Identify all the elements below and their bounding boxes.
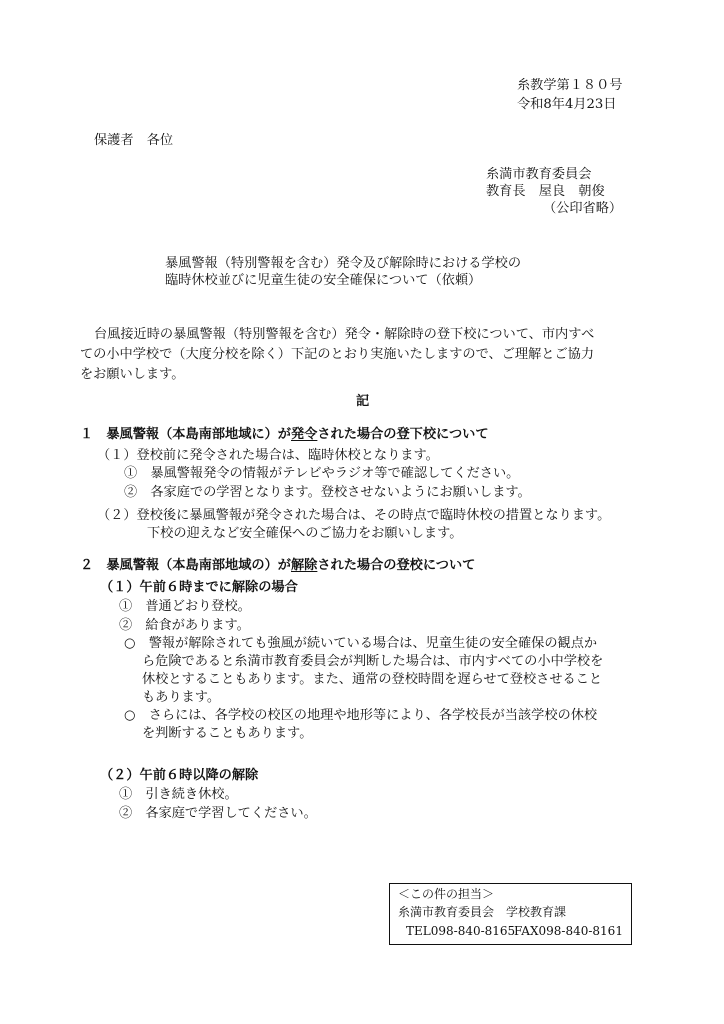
section2-note1-line2: ら危険であると糸満市教育委員会が判断した場合は、市内すべての小中学校を (142, 654, 604, 669)
section2-item1: （１）午前６時までに解除の場合 (100, 580, 298, 595)
section1-heading (80, 427, 489, 443)
section2-note1-line4: もあります。 (142, 690, 221, 705)
sender-org: 糸満市教育委員会 (486, 167, 592, 182)
section1-heading-emphasis: 発令 (291, 427, 318, 442)
section1-item2-line2: 下校の迎えなど安全確保へのご協力をお願いします。 (147, 526, 463, 541)
section2-note2-line2: を判断することもあります。 (142, 726, 313, 741)
ki-heading: 記 (356, 394, 370, 409)
seal-note: （公印省略） (543, 201, 623, 216)
section2-item2-sub2: ② 各家庭で学習してください。 (119, 806, 317, 821)
doc-title-line1: 暴風警報（特別警報を含む）発令及び解除時における学校の (165, 256, 522, 271)
section2-heading-post: された場合の登校について (317, 558, 476, 573)
section2-item2: （２）午前６時以降の解除 (100, 768, 259, 783)
sender-name: 教育長 屋良 朝俊 (486, 184, 605, 199)
section1-item2-line1: （２）登校後に暴風警報が発令された場合は、その時点で臨時休校の措置となります。 (97, 508, 611, 523)
contact-fax: FAX098-840-8161 (514, 924, 623, 938)
section2-note1-line1: ○ 警報が解除されても強風が続いている場合は、児童生徒の安全確保の観点か (124, 636, 598, 651)
recipient: 保護者 各位 (94, 133, 174, 148)
section2-note1-line3: 休校とすることもあります。また、通常の登校時間を遅らせて登校させること (142, 672, 603, 687)
doc-title-line2: 臨時休校並びに児童生徒の安全確保について（依頼） (165, 273, 482, 288)
intro-line3: をお願いします。 (80, 367, 185, 382)
intro-line2: ての小中学校で（大度分校を除く）下記のとおり実施いたしますので、ご理解とご協力 (80, 347, 595, 362)
document-number: 糸教学第１８０号 (517, 78, 623, 93)
section1-item1: （１）登校前に発令された場合は、臨時休校となります。 (97, 448, 439, 463)
contact-tel: TEL098-840-8165 (406, 924, 516, 938)
document-date: 令和8年4月23日 (517, 97, 617, 112)
intro-line1: 台風接近時の暴風警報（特別警報を含む）発令・解除時の登下校について、市内すべ (94, 327, 595, 342)
section1-heading-post: された場合の登下校について (317, 427, 489, 442)
section1-item1-sub2: ② 各家庭での学習となります。登校させないようにお願いします。 (124, 485, 531, 500)
section2-heading-pre: ２ 暴風警報（本島南部地域の）が (80, 558, 291, 573)
contact-box (389, 883, 632, 945)
section2-item1-sub1: ① 普通どおり登校。 (119, 599, 251, 614)
section2-item1-sub2: ② 給食があります。 (119, 618, 250, 633)
contact-dept: 糸満市教育委員会 学校教育課 (398, 905, 567, 919)
section2-note2-line1: ○ さらには、各学校の校区の地理や地形等により、各学校長が当該学校の休校 (124, 708, 598, 723)
section2-heading (80, 558, 475, 574)
section2-item2-sub1: ① 引き続き休校。 (119, 787, 238, 802)
contact-heading: ＜この件の担当＞ (398, 887, 495, 901)
section1-item1-sub1: ① 暴風警報発令の情報がテレビやラジオ等で確認してください。 (124, 466, 520, 481)
section2-heading-emphasis: 解除 (291, 558, 318, 573)
section1-heading-pre: １ 暴風警報（本島南部地域に）が (80, 427, 291, 442)
